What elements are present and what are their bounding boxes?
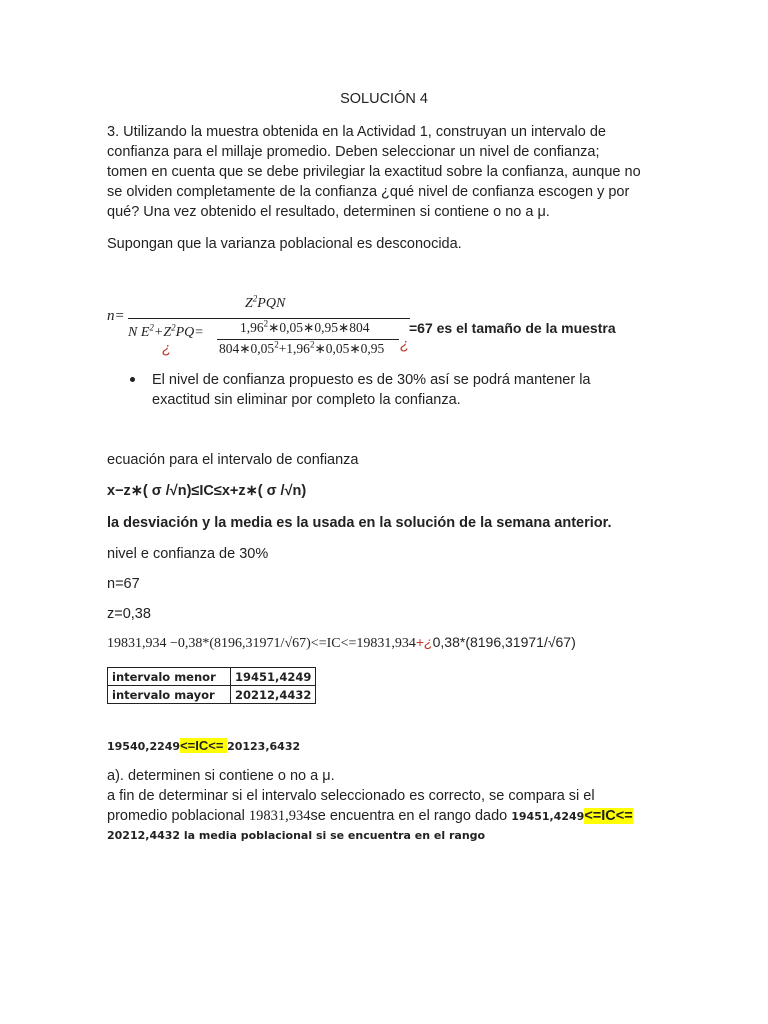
z-symbol: Z bbox=[245, 296, 253, 311]
inverted-question-glyph-3: ¿ bbox=[424, 634, 433, 650]
inner-den-c: ∗0,05∗0,95 bbox=[314, 341, 385, 356]
exponent: 2 bbox=[252, 293, 258, 304]
line2-a: promedio poblacional bbox=[107, 808, 249, 824]
equation-label: ecuación para el intervalo de confianza bbox=[107, 452, 359, 468]
formula-inner-denominator bbox=[219, 341, 384, 357]
deviation-note: la desviación y la media es la usada en la solución de la semana anterior. bbox=[107, 515, 612, 531]
interval-calculation bbox=[107, 634, 576, 652]
plus-z-text: +Z bbox=[153, 325, 172, 340]
pqn-text: PQN bbox=[257, 296, 286, 311]
formula-main-fraction-bar bbox=[128, 318, 410, 319]
calc-left: 19831,934 −0,38*(8196,31971/√67)<=IC<=19831,934 bbox=[107, 636, 416, 651]
formula-lhs: n= bbox=[107, 308, 125, 324]
question-paragraph bbox=[107, 122, 660, 222]
exponent: 2 bbox=[309, 339, 315, 350]
bullet-dot bbox=[130, 377, 135, 382]
line2-e-highlight: <=IC<= bbox=[584, 808, 633, 824]
inverted-question-glyph-2: ¿ bbox=[400, 336, 410, 353]
formula-inner-numerator bbox=[240, 320, 370, 336]
part-a-title: a). determinen si contiene o no a μ. bbox=[107, 768, 335, 784]
table-cell-label: intervalo menor bbox=[108, 668, 231, 686]
formula-denominator-left bbox=[128, 322, 204, 341]
question-line-5: qué? Una vez obtenido el resultado, determinen si contiene o no a μ. bbox=[107, 204, 550, 220]
question-line-2: confianza para el millaje promedio. Deben seleccionar un nivel de confianza; bbox=[107, 144, 600, 160]
table-cell-value: 20212,4432 bbox=[231, 686, 316, 704]
z-value: z=0,38 bbox=[107, 606, 151, 622]
confidence-level: nivel e confianza de 30% bbox=[107, 546, 269, 562]
sample-size-result: =67 es el tamaño de la muestra bbox=[409, 320, 616, 336]
question-number: 3. bbox=[107, 124, 120, 140]
ic-left: 19540,2249 bbox=[107, 740, 181, 753]
question-line-4: se olviden completamente de la confianza ¿qué nivel de confianza escogen y por bbox=[107, 184, 630, 200]
exponent: 2 bbox=[274, 339, 279, 350]
line3-b: la media poblacional si se encuentra en el rango bbox=[180, 829, 486, 842]
inverted-question-glyph-1: ¿ bbox=[162, 340, 172, 357]
line2-c: se encuentra en el rango dado bbox=[310, 808, 512, 824]
part-a-line-2 bbox=[107, 806, 633, 827]
ic-mid-highlight: <=IC<= bbox=[180, 738, 228, 753]
n-value: n=67 bbox=[107, 576, 140, 592]
table-row bbox=[108, 686, 316, 704]
inner-den-a: 804∗0,05 bbox=[219, 341, 275, 356]
question-line-1-text: Utilizando la muestra obtenida en la Actividad 1, construyan un intervalo de bbox=[123, 124, 606, 140]
inner-num-a: 1,96 bbox=[240, 320, 264, 335]
part-a-line-1: a fin de determinar si el intervalo seleccionado es correcto, se compara si el bbox=[107, 788, 595, 804]
line2-b: 19831,934 bbox=[248, 808, 311, 824]
interval-equation: x−z∗( σ /√n)≤IC≤x+z∗( σ /√n) bbox=[107, 483, 307, 499]
exponent: 2 bbox=[263, 318, 269, 329]
interval-table bbox=[107, 667, 316, 704]
line3-a: 20212,4432 bbox=[107, 829, 181, 842]
calc-plus: + bbox=[415, 634, 425, 650]
calc-right: 0,38*(8196,31971/√67) bbox=[432, 634, 576, 650]
bullet-line-2: exactitud sin eliminar por completo la confianza. bbox=[152, 392, 461, 408]
inner-den-b: +1,96 bbox=[278, 341, 310, 356]
table-cell-label: intervalo mayor bbox=[108, 686, 231, 704]
question-line-1 bbox=[107, 122, 660, 142]
exponent: 2 bbox=[171, 322, 176, 333]
pq-equals-text: PQ= bbox=[175, 325, 204, 340]
ne-text: N E bbox=[128, 325, 150, 340]
table-cell-value: 19451,4249 bbox=[231, 668, 316, 686]
line2-d: 19451,4249 bbox=[511, 810, 585, 823]
part-a-line-3 bbox=[107, 829, 485, 842]
bullet-text bbox=[152, 370, 660, 410]
ic-range-line bbox=[107, 738, 300, 753]
formula-top-numerator bbox=[245, 293, 286, 312]
bullet-line-1: El nivel de confianza propuesto es de 30% así se podrá mantener la bbox=[152, 372, 591, 388]
exponent: 2 bbox=[149, 322, 154, 333]
ic-right: 20123,6432 bbox=[227, 740, 301, 753]
assumption-text: Supongan que la varianza poblacional es desconocida. bbox=[107, 236, 462, 252]
inner-num-b: ∗0,05∗0,95∗804 bbox=[268, 320, 370, 335]
table-row bbox=[108, 668, 316, 686]
question-line-3: tomen en cuenta que se debe privilegiar la exactitud sobre la confianza, aunque no bbox=[107, 164, 641, 180]
formula-inner-fraction-bar bbox=[217, 339, 399, 340]
page-title: SOLUCIÓN 4 bbox=[340, 91, 428, 107]
